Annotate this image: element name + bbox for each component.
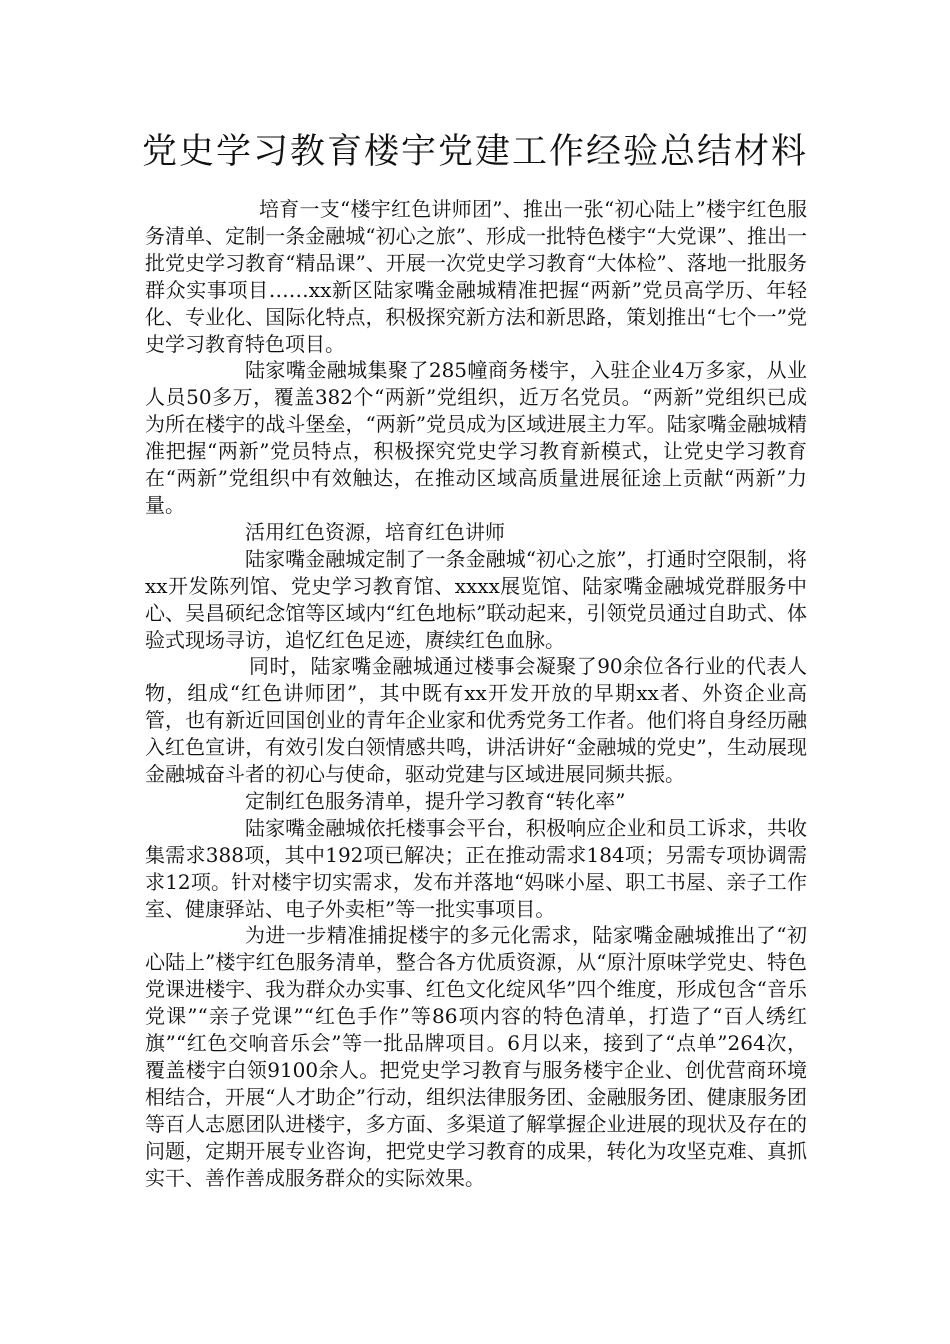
service-list-paragraph: 为进一步精准捕捉楼宇的多元化需求，陆家嘴金融城推出了“初心陆上”楼宇红色服务清单，整合各方优质资源，从“原汁原味学党史、特色党课进楼宇、我为群众办实事、红色文化绽风华”四个维度，形成包含“音乐党课”“亲子党课”“红色手作”等86项内容的特色清单，打造了“百人绣红旗”“红色交响音乐会”等一批品牌项目。6月以来，接到了“点单”264次，覆盖楼宇白领9100余人。把党史学习教育与服务楼宇企业、创优营商环境相结合，开展“人才助企”行动，组织法律服务团、金融服务团、健康服务团等百人志愿团队进楼宇，多方面、多渠道了解掌握企业进展的现状及存在的问题，定期开展专业咨询，把党史学习教育的成果，转化为攻坚克难、真抓实干、善作善成服务群众的实际效果。 [145, 923, 807, 1190]
intro-paragraph: 培育一支“楼宇红色讲师团”、推出一张“初心陆上”楼宇红色服务清单、定制一条金融城“初心之旅”、形成一批特色楼宇“大党课”、推出一批党史学习教育“精品课”、开展一次党史学习教育“大体检”、落地一批服务群众实事项目……xx新区陆家嘴金融城精准把握“两新”党员高学历、年轻化、专业化、国际化特点，积极探究新方法和新思路，策划推出“七个一”党史学习教育特色项目。 [145, 197, 807, 356]
section-heading-service-list: 定制红色服务清单，提升学习教育“转化率” [245, 788, 626, 813]
journey-paragraph: 陆家嘴金融城定制了一条金融城“初心之旅”，打通时空限制，将xx开发陈列馆、党史学习教育馆、xxxx展览馆、陆家嘴金融城党群服务中心、吴昌硕纪念馆等区域内“红色地标”联动起来，引领党员通过自助式、体验式现场寻访，追忆红色足迹，赓续红色血脉。 [145, 546, 807, 652]
lecturer-paragraph: 同时，陆家嘴金融城通过楼事会凝聚了90余位各行业的代表人物，组成“红色讲师团”，其中既有xx开发开放的早期xx者、外资企业高管，也有新近回国创业的青年企业家和优秀党务工作者。他们将自身经历融入红色宣讲，有效引发白领情感共鸣，讲活讲好“金融城的党史”，生动展现金融城奋斗者的初心与使命，驱动党建与区域进展同频共振。 [145, 654, 807, 787]
background-paragraph: 陆家嘴金融城集聚了285幢商务楼宇，入驻企业4万多家，从业人员50多万，覆盖382个“两新”党组织，近万名党员。“两新”党组织已成为所在楼宇的战斗堡垒，“两新”党员成为区域进展主力军。陆家嘴金融城精准把握“两新”党员特点，积极探究党史学习教育新模式，让党史学习教育在“两新”党组织中有效触达，在推动区域高质量进展征途上贡献“两新”力量。 [145, 358, 807, 517]
demands-paragraph: 陆家嘴金融城依托楼事会平台，积极响应企业和员工诉求，共收集需求388项，其中192项已解决；正在推动需求184项；另需专项协调需求12项。针对楼宇切实需求，发布并落地“妈咪小屋、职工书屋、亲子工作室、健康驿站、电子外卖柜”等一批实事项目。 [145, 815, 807, 921]
document-title: 党史学习教育楼宇党建工作经验总结材料 [141, 132, 808, 172]
section-heading-red-resources: 活用红色资源，培育红色讲师 [245, 519, 505, 544]
document-body [145, 196, 807, 1192]
